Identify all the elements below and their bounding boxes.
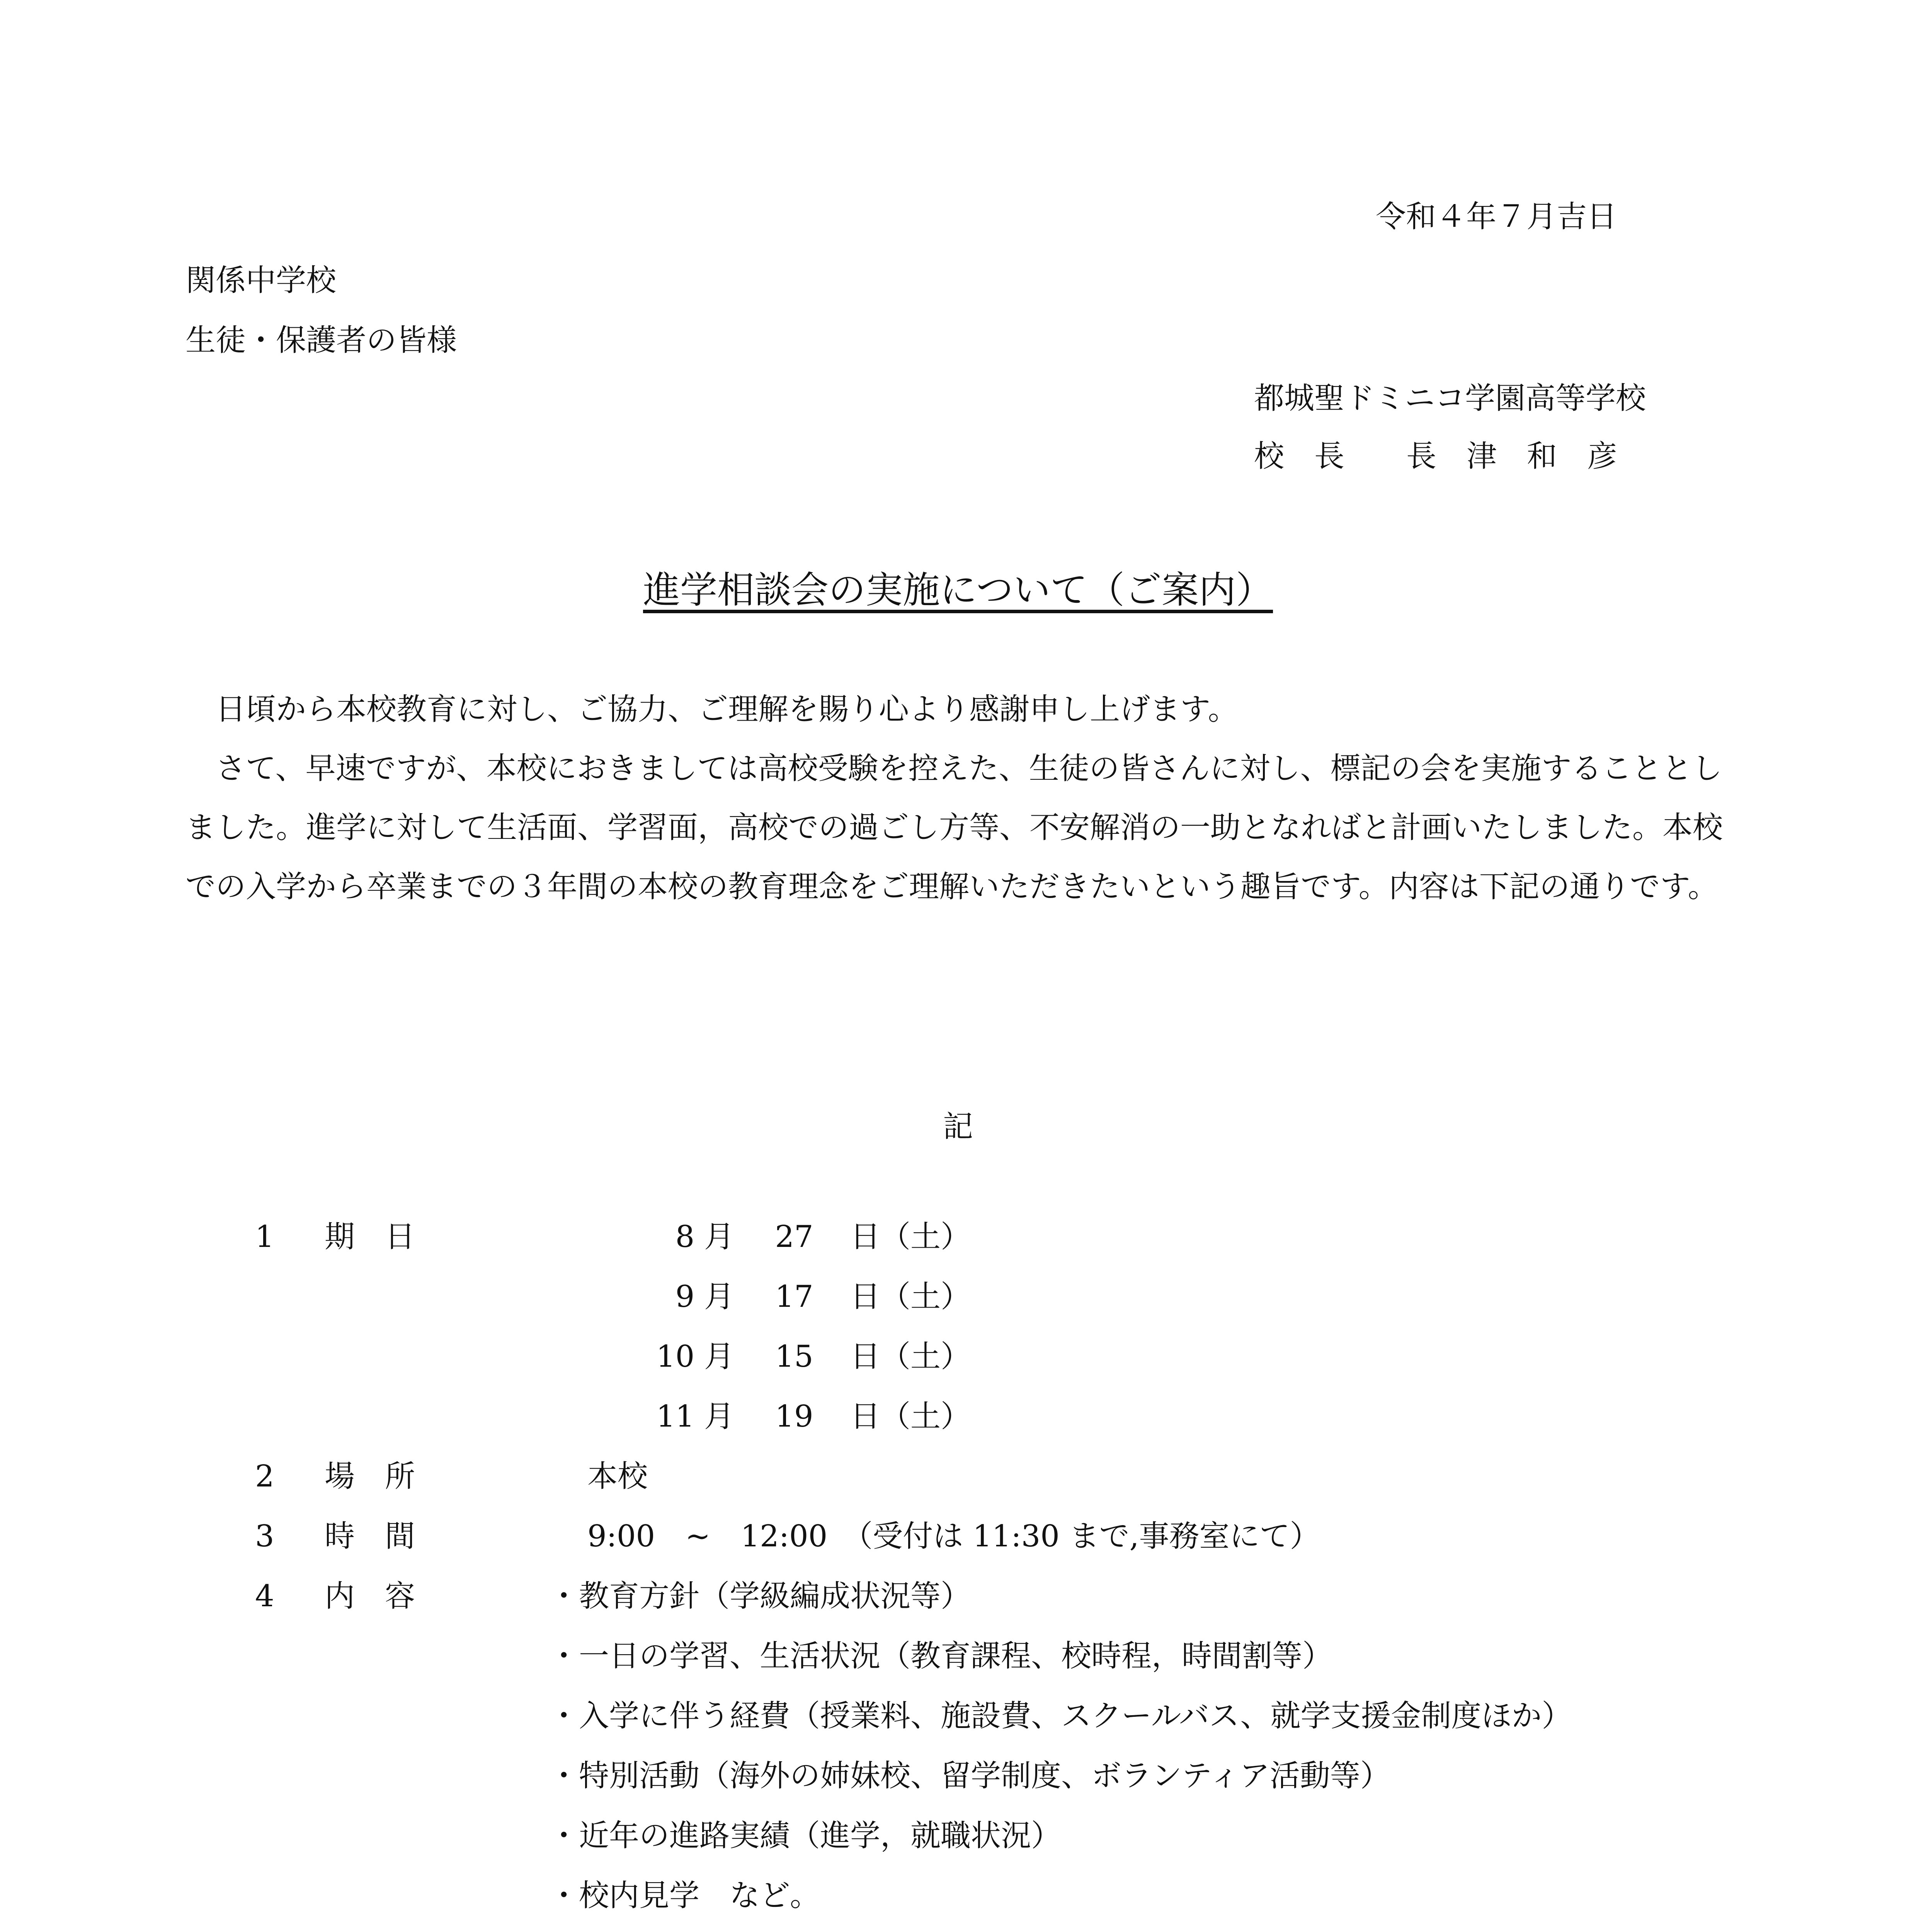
recipient-line-2: 生徒・保護者の皆様 bbox=[185, 323, 457, 358]
body-paragraph-1: 日頃から本校教育に対し、ご協力、ご理解を賜り心より感謝申し上げます。 bbox=[216, 692, 1238, 727]
sender-principal bbox=[1254, 439, 1617, 475]
schedule-day: 27 bbox=[775, 1219, 813, 1254]
content-bullet: ・入学に伴う経費（授業料、施設費、スクールバス、就学支援金制度ほか） bbox=[549, 1699, 1572, 1733]
schedule-day: 19 bbox=[775, 1399, 813, 1434]
item-number-2: 2 bbox=[255, 1459, 274, 1494]
sender-school: 都城聖ドミニコ学園高等学校 bbox=[1254, 381, 1646, 416]
document-title: 進学相談会の実施について（ご案内） bbox=[643, 568, 1273, 612]
item-label-place: 場 所 bbox=[325, 1459, 415, 1494]
schedule-month: 9 月 bbox=[675, 1279, 734, 1314]
body-text bbox=[185, 680, 1729, 917]
content-bullet: ・特別活動（海外の姉妹校、留学制度、ボランティア活動等） bbox=[549, 1759, 1390, 1793]
content-bullet: ・教育方針（学級編成状況等） bbox=[549, 1579, 971, 1614]
sender-name: 長 津 和 彦 bbox=[1406, 439, 1618, 474]
item-value-place: 本校 bbox=[587, 1459, 648, 1494]
content-bullet: ・一日の学習、生活状況（教育課程、校時程，時間割等） bbox=[549, 1639, 1333, 1673]
schedule-weekday: 日（土） bbox=[850, 1399, 971, 1434]
item-number-3: 3 bbox=[255, 1519, 274, 1554]
schedule-weekday: 日（土） bbox=[850, 1339, 971, 1374]
schedule-month: 10 月 bbox=[656, 1339, 734, 1374]
schedule-weekday: 日（土） bbox=[850, 1279, 971, 1314]
schedule-day: 17 bbox=[775, 1279, 813, 1314]
schedule-day: 15 bbox=[775, 1339, 813, 1374]
schedule-month: 11 月 bbox=[656, 1399, 734, 1434]
schedule-month: 8 月 bbox=[675, 1219, 734, 1254]
schedule-row bbox=[634, 1399, 971, 1435]
item-label-time: 時 間 bbox=[325, 1519, 415, 1554]
content-bullet: ・近年の進路実績（進学，就職状況） bbox=[549, 1818, 1062, 1853]
schedule-row bbox=[634, 1279, 971, 1315]
schedule-row bbox=[634, 1219, 971, 1255]
recipient-line-1: 関係中学校 bbox=[185, 263, 337, 298]
body-paragraph-2: さて、早速ですが、本校におきましては高校受験を控えた、生徒の皆さんに対し、標記の会を実施することとしました。進学に対して生活面、学習面，高校での過ごし方等、不安解消の一助となればと計画いたしました。本校での入学から卒業までの３年間の本校の教育理念をご理解いただきたいという趣旨です。内容は下記の通りです。 bbox=[185, 751, 1723, 904]
item-number-4: 4 bbox=[255, 1579, 274, 1614]
ki-heading: 記 bbox=[943, 1109, 973, 1144]
item-number-1: 1 bbox=[255, 1219, 274, 1254]
content-bullet: ・校内見学 など。 bbox=[549, 1878, 820, 1913]
item-value-time: 9:00 ~ 12:00 （受付は 11:30 まで,事務室にて） bbox=[587, 1519, 1320, 1554]
schedule-weekday: 日（土） bbox=[850, 1219, 971, 1254]
document-date: 令和４年７月吉日 bbox=[1376, 199, 1617, 234]
sender-title: 校 長 bbox=[1254, 439, 1345, 474]
item-label-content: 内 容 bbox=[325, 1579, 415, 1614]
schedule-row bbox=[634, 1339, 971, 1375]
item-label-dates: 期 日 bbox=[325, 1219, 415, 1254]
